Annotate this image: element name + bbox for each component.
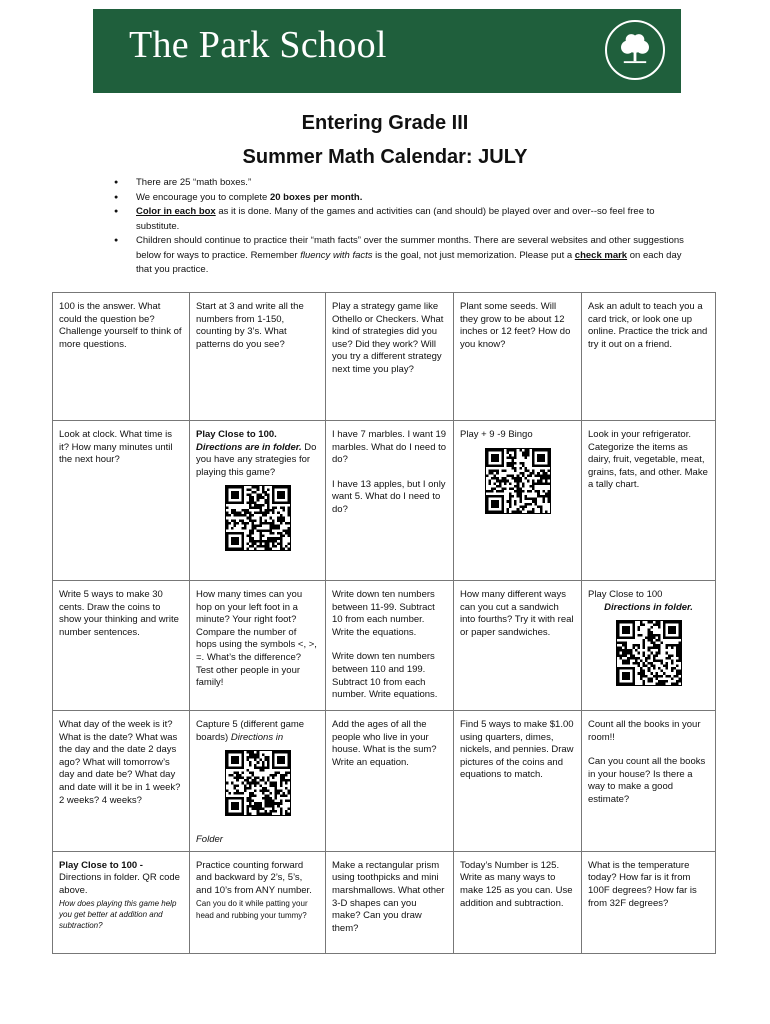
math-box-text: I have 7 marbles. I want 19 marbles. What do I need to do? [332,429,447,466]
math-box-text: Make a rectangular prism using toothpicks and mini marshmallows. What other 3-D shapes can you make? Can you draw them? [332,859,445,934]
instruction-emphasis: Color in each box [136,206,216,217]
directions-note: Folder [196,834,223,846]
math-box-text: 100 is the answer. What could the question be? Challenge yourself to think of more questions. [59,301,182,350]
math-box [582,711,716,852]
calendar-row [53,421,716,581]
game-title: Play Close to 100. [196,429,277,440]
math-box-text: Start at 3 and write all the numbers from 1-150, counting by 3’s. What patterns do you see? [196,301,304,350]
math-box [326,293,454,421]
math-box-text: What day of the week is it? What is the date? What was the day and the date 2 days ago? What will tomorrow’s day and date be? What day and date will it be in 1 week? 2 weeks? 4 weeks? [59,719,181,806]
math-box-text: What is the temperature today? How far is it from 100F degrees? How far is from 32F degrees? [588,859,697,909]
math-box [454,581,582,711]
instructions-list [114,176,694,278]
math-box [582,421,716,581]
instruction-item [114,191,694,206]
instruction-item [114,205,694,234]
instruction-emphasis: check mark [574,249,628,261]
math-box-text: Write 5 ways to make 30 cents. Draw the coins to show your thinking and write number sentences. [59,589,179,638]
math-box [582,581,716,711]
instruction-text: There are 25 “math boxes.” [136,177,252,188]
math-calendar-grid [52,292,716,954]
math-box-text: How many times can you hop on your left foot in a minute? Your right foot? Compare the number of hops using the symbols <, >, =. What’s the difference? Test other people in your family! [196,589,317,689]
math-box [454,421,582,581]
instruction-text: We encourage you to complete [136,191,270,203]
qr-code-icon[interactable] [616,620,682,686]
math-box [190,581,326,711]
math-box-text: Look in your refrigerator. Categorize the items as dairy, fruit, vegetable, meat, grains, fats, and other. Make a tally chart. [588,429,708,491]
school-banner [93,9,681,93]
math-box-text: Capture 5 (different game boards) [196,719,305,743]
instruction-item [114,234,694,278]
math-box [326,421,454,581]
directions-note: Directions are in folder. [196,441,302,453]
math-box [53,851,190,953]
math-box [582,293,716,421]
instruction-text: Children should continue to practice their “math facts” over the summer months. There are several websites and other suggestions below for ways to practice. Remember [136,235,684,261]
calendar-row [53,711,716,852]
instruction-emphasis: fluency with facts [300,249,373,261]
math-box [53,421,190,581]
math-box [326,851,454,953]
math-box-text: Find 5 ways to make $1.00 using quarters, dimes, nickels, and pennies. Draw pictures of the coins and equations to match. [460,719,574,781]
grade-title: Entering Grade III [301,112,469,134]
qr-code-icon[interactable] [225,750,291,816]
calendar-title: Summer Math Calendar: JULY [242,146,528,168]
math-box [190,851,326,953]
game-title: Play Close to 100 - [59,859,143,871]
math-box [53,581,190,711]
math-box-text: Plant some seeds. Will they grow to be about 12 inches or 12 feet? How do you know? [460,301,571,350]
qr-code-icon[interactable] [225,485,291,551]
math-box [53,711,190,852]
math-box [326,711,454,852]
math-box-text: Play a strategy game like Othello or Checkers. What kind of strategies did you use? Did they work? Will you try a different strategy next time you play? [332,301,444,375]
math-box [454,293,582,421]
math-box-text: I have 13 apples, but I only want 5. What do I need to do? [332,478,446,515]
math-box [190,293,326,421]
game-title: Play Close to 100 [588,589,663,600]
instruction-text: on each day that you practice. [136,249,682,275]
math-box-text: Count all the books in your room!! [588,719,701,743]
math-box-text: How many different ways can you cut a sandwich into fourths? Try it with real or paper sandwiches. [460,589,574,638]
directions-note: Directions in folder. [604,601,693,613]
math-box-note: How does playing this game help you get better at addition and subtraction? [59,898,177,930]
instruction-emphasis: 20 boxes per month. [269,191,363,203]
math-box [190,711,326,852]
math-box [326,581,454,711]
math-box-text: Add the ages of all the people who live in your house. What is the sum? Write an equation. [332,719,437,768]
math-box-text: Do you have any strategies for playing this game? [196,441,317,478]
math-box-text: Write down ten numbers between 11-99. Subtract 10 from each number. Write the equations. [332,589,435,638]
math-box [454,851,582,953]
math-box-text: Can you count all the books in your house? Is there a way to make a good estimate? [588,756,706,805]
school-name: The Park School [129,24,387,66]
math-box [190,421,326,581]
calendar-row [53,293,716,421]
math-box-text: Practice counting forward and backward by 2’s, 5’s, and 10’s from ANY number. [196,859,312,896]
math-box-text: Ask an adult to teach you a card trick, or look one up online. Practice the trick and try it out on a friend. [588,301,708,350]
instruction-item [114,176,694,191]
math-box-text: Look at clock. What time is it? How many minutes until the next hour? [59,429,173,466]
math-box [53,293,190,421]
calendar-row [53,851,716,953]
math-box-note: Can you do it while patting your head and rubbing your tummy? [196,898,308,921]
directions-note: Directions in [230,731,284,743]
instruction-text: is the goal, not just memorization. Please put a [372,249,575,261]
instruction-text: as it is done. Many of the games and activities can (and should) be played over and over--so feel free to substitute. [136,206,655,232]
math-box-text: Play + 9 -9 Bingo [460,429,533,440]
math-box-text: Today’s Number is 125. Write as many ways to make 125 as you can. Use addition and subtraction. [460,859,573,909]
math-box [582,851,716,953]
tree-icon [605,20,665,80]
calendar-row [53,581,716,711]
qr-code-icon[interactable] [485,448,551,514]
math-box [454,711,582,852]
math-box-text: Directions in folder. QR code above. [59,872,180,896]
math-box-text: Write down ten numbers between 110 and 199. Subtract 10 from each number. Write equations. [332,651,438,701]
